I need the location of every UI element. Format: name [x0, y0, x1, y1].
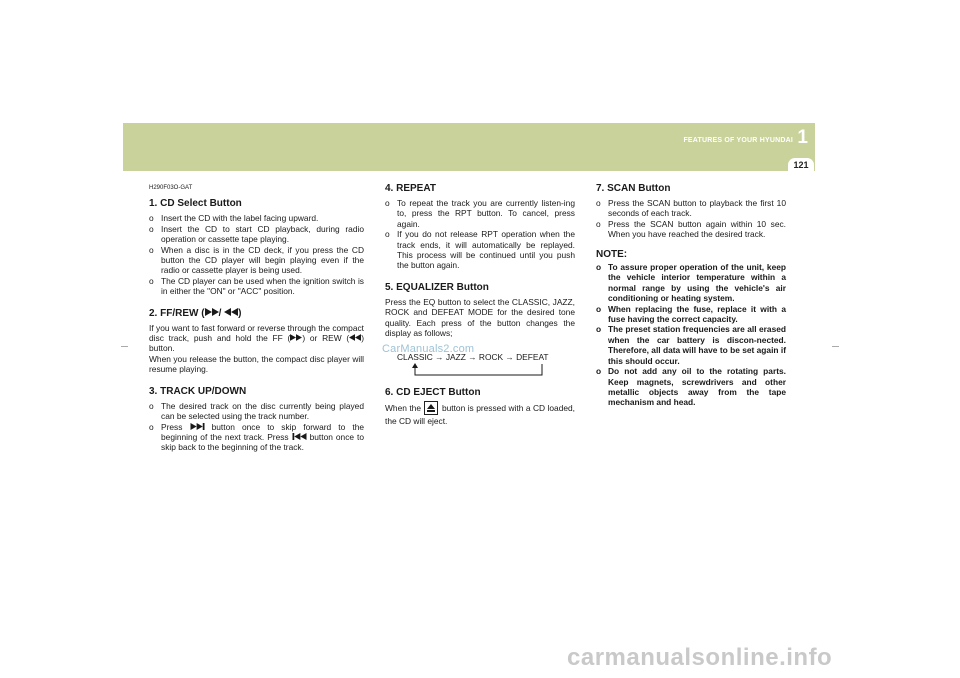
page-number: 121: [788, 158, 814, 172]
note-heading: NOTE:: [596, 248, 628, 260]
crop-mark-right: [832, 346, 839, 347]
list-item: o When a disc is in the CD deck, if you press the CD button the CD player will begin playing even if the radio or cassette player is being used.: [149, 244, 364, 276]
fast-forward-icon: [205, 307, 219, 320]
loop-arrow-icon: [385, 352, 575, 386]
skip-back-icon: [292, 432, 307, 442]
repeat-heading: 4. REPEAT: [385, 183, 436, 194]
eject-icon: [424, 401, 438, 415]
equalizer-text: Press the EQ button to select the CLASSIC, JAZZ, ROCK and DEFEAT MODE for the desired tone quality. Each press of the button changes the display as follows;: [385, 296, 575, 339]
list-item: o If you do not release RPT operation when the track ends, it will automatically be replayed. This process will be continued until you push the button again.: [385, 229, 575, 271]
crop-mark-left: [121, 346, 128, 347]
list-item: o Press the SCAN button to playback the first 10 seconds of each track.: [596, 198, 786, 219]
chapter-number: 1: [797, 127, 808, 148]
ff-rew-text-2: When you release the button, the compact disc player will resume playing.: [149, 353, 364, 375]
watermark-footer: carmanualsonline.info: [567, 644, 833, 671]
list-item: o The CD player can be used when the ignition switch is in either the "ON" or "ACC" position.: [149, 275, 364, 297]
skip-forward-icon: [190, 422, 205, 432]
ff-rew-heading: 2. FF/REW ( / ): [149, 307, 242, 319]
section-title: FEATURES OF YOUR HYUNDAI: [683, 137, 793, 144]
list-item: o The desired track on the disc currently being played can be selected using the track number.: [149, 400, 364, 422]
list-item: o Press button once to skip forward to the beginning of the next track. Press button once to skip back to the beginning of the track.: [149, 421, 365, 453]
column-1: [149, 182, 364, 453]
equalizer-flow-text: CLASSIC → JAZZ → ROCK → DEFEAT: [397, 352, 549, 363]
doc-code: H290F03O-GAT: [149, 185, 193, 191]
list-item: o The preset station frequencies are all erased when the car battery is discon-nected. Therefore, all data will have to be set again if this should occur.: [596, 324, 786, 366]
cd-select-heading: 1. CD Select Button: [149, 198, 242, 210]
list-item: o To repeat the track you are currently listen-ing to, press the RPT button. To cancel, press again.: [385, 198, 575, 229]
rewind-icon: [349, 333, 361, 343]
column-3: [596, 182, 786, 408]
column-2: [385, 182, 575, 427]
rewind-icon: [224, 307, 238, 320]
ff-rew-text: If you want to fast forward or reverse through the compact disc track, push and hold the FF ( ) or REW ( ) button.: [149, 322, 364, 354]
equalizer-flow: [385, 352, 575, 386]
cd-eject-heading: 6. CD EJECT Button: [385, 387, 481, 399]
equalizer-heading: 5. EQUALIZER Button: [385, 281, 489, 293]
list-item: o When replacing the fuse, replace it with a fuse having the correct capacity.: [596, 303, 786, 325]
scan-heading: 7. SCAN Button: [596, 183, 671, 194]
list-item: o Insert the CD to start CD playback, during radio operation or cassette tape playing.: [149, 223, 364, 245]
fast-forward-icon: [290, 333, 302, 343]
list-item: o Do not add any oil to the rotating parts. Keep magnets, screwdrivers and other metallic objects away from the tape mechanism and head.: [596, 366, 786, 408]
track-updown-heading: 3. TRACK UP/DOWN: [149, 385, 247, 397]
watermark-link[interactable]: CarManuals2.com: [382, 343, 475, 355]
list-item: o To assure proper operation of the unit, keep the vehicle interior temperature within a normal range by using the vehicle's air conditioning or heating system.: [596, 262, 786, 304]
list-item: o Press the SCAN button again within 10 sec. When you have reached the desired track.: [596, 218, 786, 240]
header-banner: [123, 123, 815, 171]
cd-eject-text: When the button is pressed with a CD loaded, the CD will eject.: [385, 402, 575, 426]
list-item: o Insert the CD with the label facing upward.: [149, 213, 319, 224]
note-list: [596, 262, 786, 408]
